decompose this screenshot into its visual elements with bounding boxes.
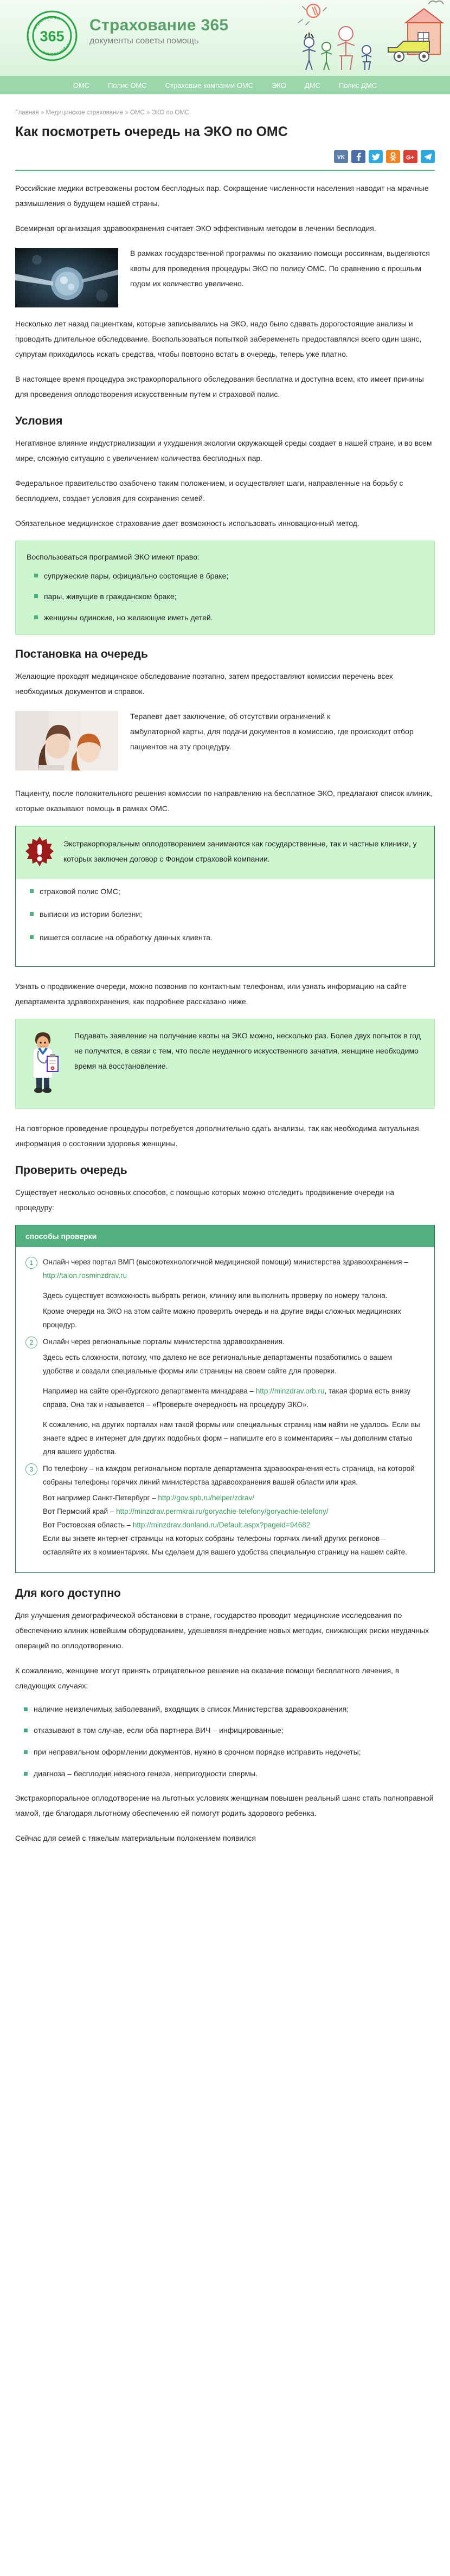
- eligibility-list: [27, 570, 423, 624]
- intro-paragraph-1: Российские медики встревожены ростом бесплодных пар. Сокращение численности населения наводит на мрачные размышления о будущем нашей страны.: [15, 184, 429, 208]
- perm-label: Вот Пермский край –: [43, 1507, 117, 1515]
- method-2-body-2-pre: Например на сайте оренбургского департамента минздрава –: [43, 1386, 256, 1395]
- method-item-3: [25, 1462, 425, 1559]
- nav-item-polis-oms[interactable]: Полис ОМС: [108, 81, 147, 89]
- svg-text:страхование: страхование: [41, 42, 72, 58]
- clinics-warning-box: [15, 826, 435, 967]
- check-methods-table-header: способы проверки: [16, 1225, 434, 1247]
- method-2-lead: Онлайн через региональные порталы министерства здравоохранения.: [43, 1338, 285, 1346]
- figure-consultation-text: Терапевт дает заключение, об отсутствии ограничений к: [130, 712, 331, 721]
- svg-text:страхование: страхование: [31, 14, 62, 30]
- list-item: при неправильном оформлении документов, нужно в срочном порядке исправить недочеты;: [34, 1746, 435, 1759]
- check-methods-table: [15, 1225, 435, 1572]
- availability-paragraph-2: К сожалению, женщине могут принять отрицательное решение на оказание помощи бесплатного лечения, в следующих случаях:: [15, 1666, 400, 1690]
- site-logo[interactable]: [26, 10, 78, 62]
- brand-subtitle: документы советы помощь: [89, 36, 199, 46]
- heading-availability: Для кого доступно: [15, 1586, 121, 1599]
- availability-paragraph-3: Экстракорпоральное оплодотворение на льготных условиях женщинам повышен реальный шанс стать полноправной мамой, где благодаря льготному обеспечению ей помогут родить здорового ребенка.: [15, 1793, 434, 1817]
- minzdrav-orb-link[interactable]: http://minzdrav.orb.ru: [255, 1386, 325, 1395]
- nav-item-dms[interactable]: ДМС: [304, 81, 320, 89]
- method-number: 1: [25, 1257, 37, 1269]
- method-item-2: [25, 1335, 425, 1459]
- list-item: выписки из истории болезни;: [40, 908, 423, 920]
- list-item: пары, живущие в гражданском браке;: [44, 590, 423, 602]
- facebook-share-icon[interactable]: [351, 150, 365, 163]
- method-3-body-end: Если вы знаете интернет-страницы на которых собраны телефоны горячих линий других регионов – оставляйте их в комментариях. Мы сделаем для вашего удобства специальную страницу на нашем сайте.: [43, 1534, 407, 1556]
- heading-conditions: Условия: [15, 415, 63, 428]
- method-item-1: [25, 1256, 425, 1332]
- gov-spb-link[interactable]: http://gov.spb.ru/helper/zdrav/: [158, 1493, 255, 1502]
- svg-text:G+: G+: [406, 154, 414, 160]
- intro-paragraph-2: Всемирная организация здравоохранения считает ЭКО эффективным методом в лечении бесплодия.: [15, 224, 376, 233]
- conditions-paragraph-3: Обязательное медицинское страхование дает возможность использовать инновационный метод.: [15, 519, 359, 528]
- doctor-icon: [25, 1028, 63, 1099]
- header-illustration: [233, 0, 450, 76]
- conditions-paragraph-2: Федеральное правительство озабочено таким положением, и осуществляет шаги, направленные на борьбу с бесплодием, создает условия для сохранения семей.: [15, 479, 403, 503]
- rostov-label: Вот Ростовская область –: [43, 1520, 133, 1529]
- spb-label: Вот например Санкт-Петербург –: [43, 1493, 158, 1502]
- documents-list: [16, 879, 434, 966]
- intro-paragraph-4: В настоящее время процедура экстракорпорального обследования бесплатна и доступна всем, кто имеет причины для проведения оплодотворения искусственным путем и страховой полис.: [15, 375, 424, 399]
- odnoklassniki-share-icon[interactable]: [386, 150, 400, 163]
- site-header: [0, 0, 450, 76]
- talon-rosminzdrav-link[interactable]: http://talon.rosminzdrav.ru: [43, 1271, 127, 1280]
- doctor-advice-box: [15, 1019, 435, 1109]
- minzdrav-donland-link[interactable]: http://minzdrav.donland.ru/Default.aspx?pageid=94682: [132, 1520, 311, 1529]
- method-number: 2: [25, 1337, 37, 1348]
- figure-consultation: [15, 709, 435, 774]
- vk-share-icon[interactable]: [334, 150, 348, 163]
- check-intro: Существует несколько основных способов, с помощью которых можно отследить продвижение очереди на процедуру:: [15, 1188, 394, 1212]
- exclamation-badge-icon: [25, 836, 54, 870]
- svg-text:VK: VK: [337, 155, 345, 160]
- page-title: Как посмотреть очередь на ЭКО по ОМС: [15, 124, 288, 139]
- heading-queue-registration: Постановка на очередь: [15, 648, 148, 661]
- article-content: [0, 94, 450, 1846]
- minzdrav-permkrai-link[interactable]: http://minzdrav.permkrai.ru/goryachie-telefony/goryachie-telefony/: [116, 1507, 329, 1515]
- ivf-photo: [15, 248, 118, 307]
- refusal-reasons-list: [15, 1703, 435, 1781]
- heading-check-queue: Проверить очередь: [15, 1164, 127, 1177]
- intro-paragraph-3: Несколько лет назад пациенткам, которые записывались на ЭКО, надо было сдавать дорогостоящие анализы и проводить длительное обследование. Воспользоваться попыткой забеременеть предоставлялся всего один шанс, супругам приходилось искать средства, чтобы повторно встать в очередь, теперь уже платно.: [15, 319, 422, 359]
- method-3-lead: По телефону – на каждом региональном портале департамента здравоохранения есть страница, на которой собраны телефоны горячих линий министерства здравоохранения вашей области или края.: [43, 1464, 415, 1486]
- google-plus-share-icon[interactable]: [403, 150, 417, 163]
- figure-ivf-text: В рамках государственной программы по оказанию помощи россиянам, выделяются квоты для проведения процедуры ЭКО по полису ОМС. По сравнению с прошлым годом их количество увеличено.: [130, 249, 430, 288]
- social-share-row[interactable]: [15, 149, 435, 170]
- nav-item-oms[interactable]: ОМС: [73, 81, 90, 89]
- availability-paragraph-1: Для улучшения демографической обстановки в стране, государство проводит медицинские исследования по обеспечению клиник новейшим оборудованием, удешевляя внедрение новых методик, снижающих риски неудачных операций по оплодотворению.: [15, 1610, 429, 1650]
- queue-paragraph-3: Узнать о продвижение очереди, можно позвонив по контактным телефонам, или узнать информацию на сайте департамента здравоохранения, как подробнее рассказано ниже.: [15, 982, 407, 1006]
- clinics-warning-text: Экстракорпоральным оплодотворением занимаются как государственные, так и частные клиники, у которых заключен договор с Фондом страховой компании.: [63, 839, 417, 864]
- list-item: супружеские пары, официально состоящие в браке;: [44, 570, 423, 582]
- list-item: диагноза – бесплодие неясного генеза, непригодности спермы.: [34, 1768, 435, 1781]
- brand-title: Страхование 365: [89, 16, 229, 34]
- method-number: 3: [25, 1463, 37, 1475]
- section-divider: [15, 170, 435, 171]
- method-2-body-3: К сожалению, на других порталах нам такой формы или специальных страниц нам найти не удалось. Если вы знаете адрес в интернет для других подобных форм – напишите его в комментариях – мы дополним статью для вашего удобства.: [43, 1420, 420, 1456]
- queue-paragraph-1: Желающие проходят медицинское обследование поэтапно, затем предоставляют комиссии перечень всех необходимых документов и справок.: [15, 672, 393, 696]
- svg-text:365: 365: [40, 28, 65, 44]
- method-1-lead: Онлайн через портал ВМП (высокотехнологичной медицинской помощи) министерства здравоохранения –: [43, 1258, 408, 1267]
- conditions-paragraph-1: Негативное влияние индустриализации и ухудшения экологии окружающей среды создает в нашей стране, и во всем мире, сложную ситуацию с увеличением количества бесплодных пар.: [15, 439, 432, 463]
- list-item: наличие неизлечимых заболеваний, входящих в список Министерства здравоохранения;: [34, 1703, 435, 1716]
- breadcrumb[interactable]: Главная » Медицинское страхование » ОМС » ЭКО по ОМС: [15, 110, 190, 116]
- consultation-photo: [15, 711, 118, 770]
- method-2-body-2-post: , такая форма есть внизу справа. Она так и называется – «Проверьте очередность на процедуру ЭКО».: [43, 1386, 411, 1409]
- list-item: пишется согласие на обработку данных клиента.: [40, 932, 423, 943]
- nav-item-eko[interactable]: ЭКО: [272, 81, 286, 89]
- method-1-body-1: Здесь существует возможность выбрать регион, клинику или выполнить проверку по номеру талона.: [43, 1292, 388, 1300]
- nav-item-companies[interactable]: Страховые компании ОМС: [165, 81, 254, 89]
- queue-paragraph-4: На повторное проведение процедуры потребуется дополнительно сдать анализы, так как необходима актуальная информация о состоянии здоровья женщины.: [15, 1124, 419, 1148]
- eligibility-callout-intro: Воспользоваться программой ЭКО имеют право:: [27, 553, 200, 562]
- queue-paragraph-2: Пациенту, после положительного решения комиссии по направлению на бесплатное ЭКО, предлагают список клиник, которые оказывают помощь в рамках ОМС.: [15, 789, 433, 813]
- brand-block: [89, 16, 229, 46]
- eligibility-callout: [15, 541, 435, 635]
- method-1-body-2: Кроме очереди на ЭКО на этом сайте можно проверить очередь и на другие виды сложных медицинских процедур.: [43, 1307, 401, 1329]
- method-2-body-1: Здесь есть сложности, потому, что далеко не все региональные департаменты позаботились о вашем удобстве и создали специальные формы или страницы на своем сайте для проверки.: [43, 1353, 393, 1375]
- figure-ivf: [15, 246, 435, 311]
- nav-item-polis-dms[interactable]: Полис ДМС: [338, 81, 377, 89]
- list-item: отказывают в том случае, если оба партнера ВИЧ – инфицированные;: [34, 1724, 435, 1737]
- twitter-share-icon[interactable]: [369, 150, 383, 163]
- doctor-advice-text: Подавать заявление на получение квоты на ЭКО можно, несколько раз. Более двух попыток в год не получится, в связи с тем, что после неудачного искусственного зачатия, женщине необходимо время на восстановление.: [74, 1031, 421, 1071]
- figure-consultation-tail: амбулаторной карты, для подачи документов в комиссию, где происходит отбор пациентов на эту процедуру.: [130, 727, 414, 751]
- main-navigation[interactable]: [0, 76, 450, 94]
- list-item: женщины одинокие, но желающие иметь детей.: [44, 612, 423, 624]
- list-item: страховой полис ОМС;: [40, 885, 423, 897]
- telegram-share-icon[interactable]: [421, 150, 435, 163]
- availability-paragraph-4: Сейчас для семей с тяжелым материальным положением появился: [15, 1833, 256, 1842]
